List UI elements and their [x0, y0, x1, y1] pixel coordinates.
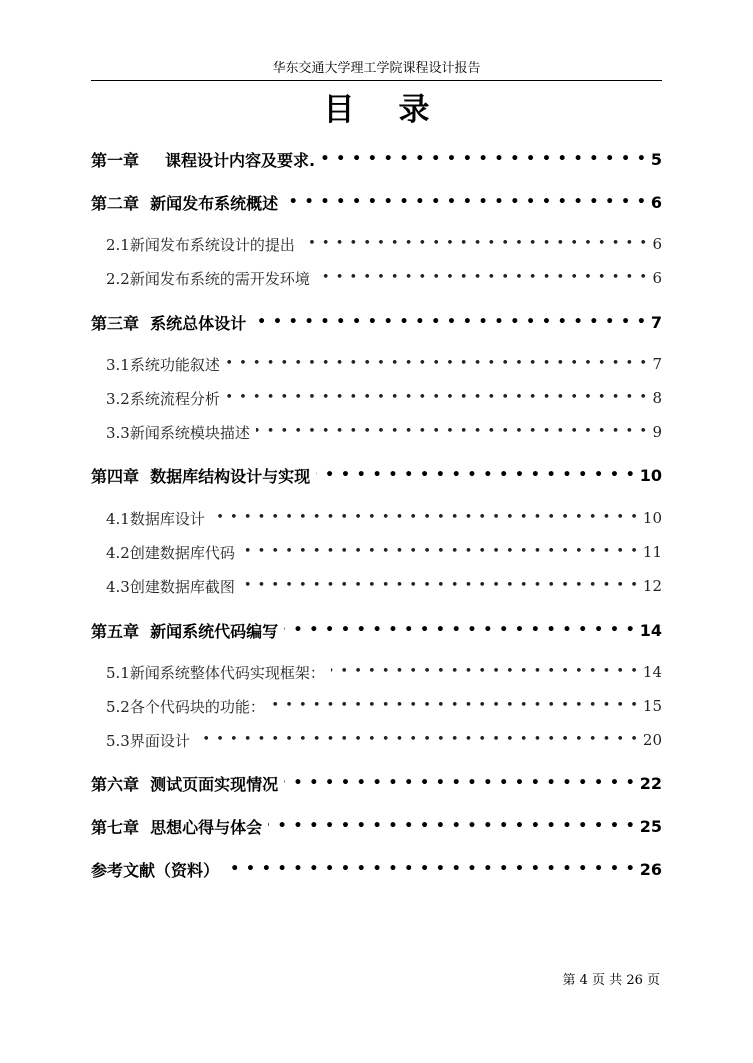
toc-entry-page: 6	[652, 235, 662, 253]
toc-entry-number: 3.3	[106, 423, 130, 442]
toc-entry-text: 数据库设计	[129, 509, 205, 528]
toc-entry-chapter-2[interactable]	[91, 190, 662, 214]
toc-dot-leader	[226, 386, 648, 410]
toc-entry-page: 12	[642, 577, 662, 595]
toc-entry-text: 参考文献（资料）	[91, 860, 220, 880]
toc-entry-text: 系统流程分析	[129, 389, 220, 408]
toc-entry-page: 14	[639, 620, 662, 640]
toc-dot-leader	[284, 618, 636, 642]
toc-entry-section-3-3[interactable]	[106, 420, 662, 444]
toc-entry-chapter-1[interactable]	[91, 147, 662, 171]
toc-entry-section-5-1[interactable]	[106, 660, 662, 684]
page-header: 华东交通大学理工学院课程设计报告	[91, 58, 662, 81]
toc-entry-number: 2.1	[106, 235, 130, 254]
toc-entry-chapter-7[interactable]	[91, 814, 662, 838]
toc-entry-text: 新闻发布系统概述	[150, 193, 279, 213]
page-footer: 第 4 页 共 26 页	[562, 973, 660, 988]
toc-entry-page: 22	[639, 773, 662, 793]
toc-entry-text: 新闻系统模块描述	[129, 423, 250, 442]
toc-entry-number: 5.1	[106, 663, 130, 682]
toc-entry-number: 第七章	[91, 817, 140, 837]
toc-entry-section-2-1[interactable]	[106, 232, 662, 256]
toc-entry-page: 6	[650, 192, 662, 212]
toc-entry-section-4-3[interactable]	[106, 574, 662, 598]
toc-entry-page: 7	[650, 312, 662, 332]
toc-dot-leader	[316, 266, 648, 290]
toc-entry-text: 思想心得与体会	[150, 817, 263, 837]
toc-entry-text: 新闻发布系统的需开发环境	[129, 269, 310, 288]
toc-entry-section-5-2[interactable]	[106, 694, 662, 718]
toc-title-right: 录	[398, 92, 430, 128]
toc-entry-page: 14	[642, 663, 662, 681]
toc-entry-number: 4.2	[106, 543, 130, 562]
toc-entry-number: 4.1	[106, 509, 130, 528]
toc-dot-leader	[226, 352, 648, 376]
toc-entry-chapter-5[interactable]	[91, 618, 662, 642]
toc-dot-leader	[284, 771, 636, 795]
toc-entry-page: 10	[642, 509, 662, 527]
toc-entry-number: 第二章	[91, 193, 140, 213]
toc-entry-text: 界面设计	[129, 731, 190, 750]
toc-dot-leader	[241, 574, 639, 598]
toc-entry-text: 测试页面实现情况	[150, 774, 279, 794]
toc-entry-page: 26	[639, 859, 662, 879]
toc-entry-number: 4.3	[106, 577, 130, 596]
toc-dot-leader	[241, 540, 639, 564]
toc-dot-leader	[256, 420, 648, 444]
toc-entry-section-3-2[interactable]	[106, 386, 662, 410]
toc-entry-page: 11	[642, 543, 662, 561]
toc-entry-number: 3.2	[106, 389, 130, 408]
toc-entry-number: 第五章	[91, 621, 140, 641]
toc-entry-section-5-3[interactable]	[106, 728, 662, 752]
toc-entry-number: 2.2	[106, 269, 130, 288]
toc-entry-text: 新闻发布系统设计的提出	[129, 235, 295, 254]
toc-entry-page: 5	[650, 149, 662, 169]
toc-dot-leader	[271, 694, 639, 718]
toc-entry-section-4-2[interactable]	[106, 540, 662, 564]
toc-dot-leader	[196, 728, 639, 752]
toc-entry-number: 3.1	[106, 355, 130, 374]
toc-dot-leader	[225, 857, 636, 881]
toc-entry-text: 新闻系统整体代码实现框架：	[129, 663, 325, 682]
toc-entry-section-4-1[interactable]	[106, 506, 662, 530]
toc-dot-leader	[252, 310, 647, 334]
toc-entry-chapter-4[interactable]	[91, 463, 662, 487]
toc-title	[0, 88, 753, 132]
toc-entry-text: 各个代码块的功能：	[129, 697, 265, 716]
toc-dot-leader	[268, 814, 636, 838]
toc-entry-number: 第四章	[91, 466, 140, 486]
toc-entry-page: 8	[652, 389, 662, 407]
toc-dot-leader	[301, 232, 648, 256]
toc-entry-text: 系统功能叙述	[129, 355, 220, 374]
toc-entry-number: 第六章	[91, 774, 140, 794]
toc-entry-page: 10	[639, 465, 662, 485]
toc-entry-number: 第一章	[91, 150, 140, 170]
toc-entry-page: 7	[652, 355, 662, 373]
toc-entry-page: 15	[642, 697, 662, 715]
toc-entry-page: 25	[639, 816, 662, 836]
toc-entry-number: 5.2	[106, 697, 130, 716]
toc-entry-text: 数据库结构设计与实现	[150, 466, 311, 486]
toc-entry-text: 系统总体设计	[150, 313, 247, 333]
toc-entry-text: 课程设计内容及要求.	[165, 150, 316, 170]
toc-entry-chapter-6[interactable]	[91, 771, 662, 795]
toc-entry-text: 新闻系统代码编写	[150, 621, 279, 641]
toc-entry-number: 第三章	[91, 313, 140, 333]
toc-entry-section-2-2[interactable]	[106, 266, 662, 290]
toc-entry-chapter-3[interactable]	[91, 310, 662, 334]
toc-entry-page: 6	[652, 269, 662, 287]
toc-title-left: 目	[323, 92, 355, 128]
toc-entry-page: 9	[652, 423, 662, 441]
toc-entry-text: 创建数据库代码	[129, 543, 235, 562]
toc-entry-number: 5.3	[106, 731, 130, 750]
toc-entry-references[interactable]	[91, 857, 662, 881]
toc-entry-text: 创建数据库截图	[129, 577, 235, 596]
toc-dot-leader	[321, 147, 647, 171]
toc-dot-leader	[316, 463, 636, 487]
toc-dot-leader	[211, 506, 639, 530]
toc-dot-leader	[284, 190, 647, 214]
toc-dot-leader	[331, 660, 639, 684]
toc-entry-page: 20	[642, 731, 662, 749]
toc-entry-section-3-1[interactable]	[106, 352, 662, 376]
